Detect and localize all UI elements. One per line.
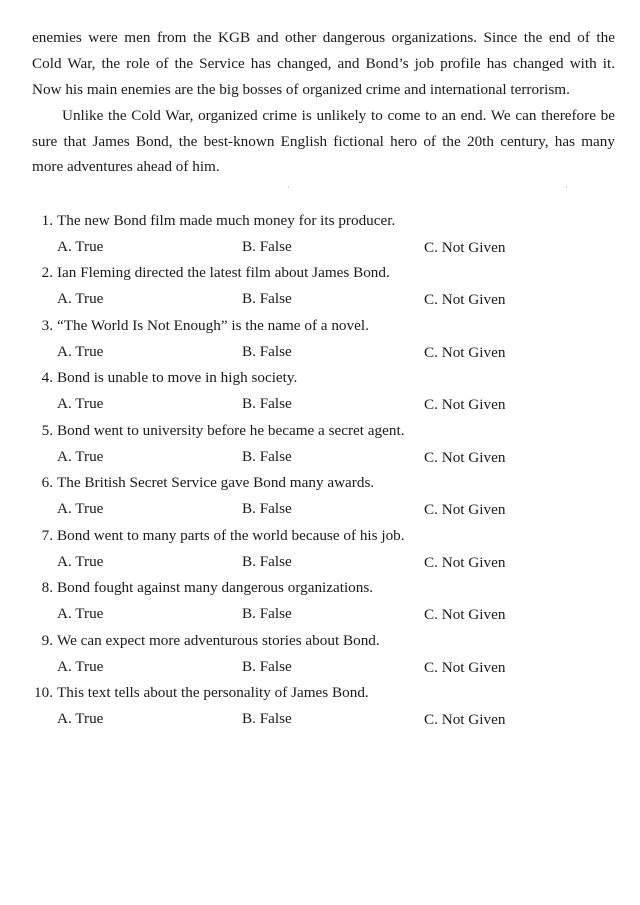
question-text: Bond went to many parts of the world because of his job. <box>57 527 405 544</box>
option-b[interactable]: B. False <box>242 343 292 360</box>
option-a[interactable]: A. True <box>57 553 104 570</box>
question-text: Bond is unable to move in high society. <box>57 369 298 386</box>
option-b[interactable]: B. False <box>242 710 292 727</box>
question-number: 10. <box>34 684 53 701</box>
question-number: 1. <box>41 212 53 229</box>
question-text: Bond went to university before he became a secret agent. <box>57 422 405 439</box>
scan-speck <box>566 186 567 188</box>
question-text: Ian Fleming directed the latest film about James Bond. <box>57 264 390 281</box>
option-a[interactable]: A. True <box>57 238 104 255</box>
question-number: 3. <box>41 317 53 334</box>
option-b[interactable]: B. False <box>242 448 292 465</box>
option-a[interactable]: A. True <box>57 395 104 412</box>
option-c[interactable]: C. Not Given <box>424 449 506 466</box>
question-text: Bond fought against many dangerous organizations. <box>57 579 374 596</box>
option-c[interactable]: C. Not Given <box>424 606 506 623</box>
paragraph-2-line-3: more adventures ahead of him. <box>32 158 220 175</box>
question-number: 5. <box>41 422 53 439</box>
option-b[interactable]: B. False <box>242 605 292 622</box>
option-c[interactable]: C. Not Given <box>424 396 506 413</box>
option-a[interactable]: A. True <box>57 605 104 622</box>
question-text: The British Secret Service gave Bond many awards. <box>57 474 375 491</box>
question-number: 2. <box>41 264 53 281</box>
option-c[interactable]: C. Not Given <box>424 239 506 256</box>
paragraph-1-line-1: enemies were men from the KGB and other dangerous organizations. Since the end of the <box>32 29 615 46</box>
option-c[interactable]: C. Not Given <box>424 344 506 361</box>
option-c[interactable]: C. Not Given <box>424 291 506 308</box>
question-number: 8. <box>41 579 53 596</box>
option-a[interactable]: A. True <box>57 290 104 307</box>
question-text: This text tells about the personality of James Bond. <box>57 684 369 701</box>
question-text: The new Bond film made much money for its producer. <box>57 212 396 229</box>
option-b[interactable]: B. False <box>242 290 292 307</box>
option-c[interactable]: C. Not Given <box>424 659 506 676</box>
paragraph-1-line-2: Cold War, the role of the Service has changed, and Bond’s job profile has changed with it. <box>32 55 615 72</box>
question-number: 6. <box>41 474 53 491</box>
paragraph-1-line-3: Now his main enemies are the big bosses of organized crime and international terrorism. <box>32 81 570 98</box>
option-a[interactable]: A. True <box>57 343 104 360</box>
paragraph-2-line-2: sure that James Bond, the best-known English fictional hero of the 20th century, has many <box>32 133 615 150</box>
question-number: 7. <box>41 527 53 544</box>
option-c[interactable]: C. Not Given <box>424 554 506 571</box>
scan-speck <box>288 186 289 188</box>
question-number: 4. <box>41 369 53 386</box>
option-c[interactable]: C. Not Given <box>424 711 506 728</box>
option-a[interactable]: A. True <box>57 658 104 675</box>
question-number: 9. <box>41 632 53 649</box>
option-a[interactable]: A. True <box>57 500 104 517</box>
option-c[interactable]: C. Not Given <box>424 501 506 518</box>
option-b[interactable]: B. False <box>242 553 292 570</box>
option-b[interactable]: B. False <box>242 658 292 675</box>
question-text: “The World Is Not Enough” is the name of a novel. <box>57 317 369 334</box>
option-a[interactable]: A. True <box>57 448 104 465</box>
option-b[interactable]: B. False <box>242 238 292 255</box>
option-b[interactable]: B. False <box>242 500 292 517</box>
paragraph-2-line-1: Unlike the Cold War, organized crime is unlikely to come to an end. We can therefore be <box>62 107 615 124</box>
option-b[interactable]: B. False <box>242 395 292 412</box>
question-text: We can expect more adventurous stories about Bond. <box>57 632 380 649</box>
option-a[interactable]: A. True <box>57 710 104 727</box>
